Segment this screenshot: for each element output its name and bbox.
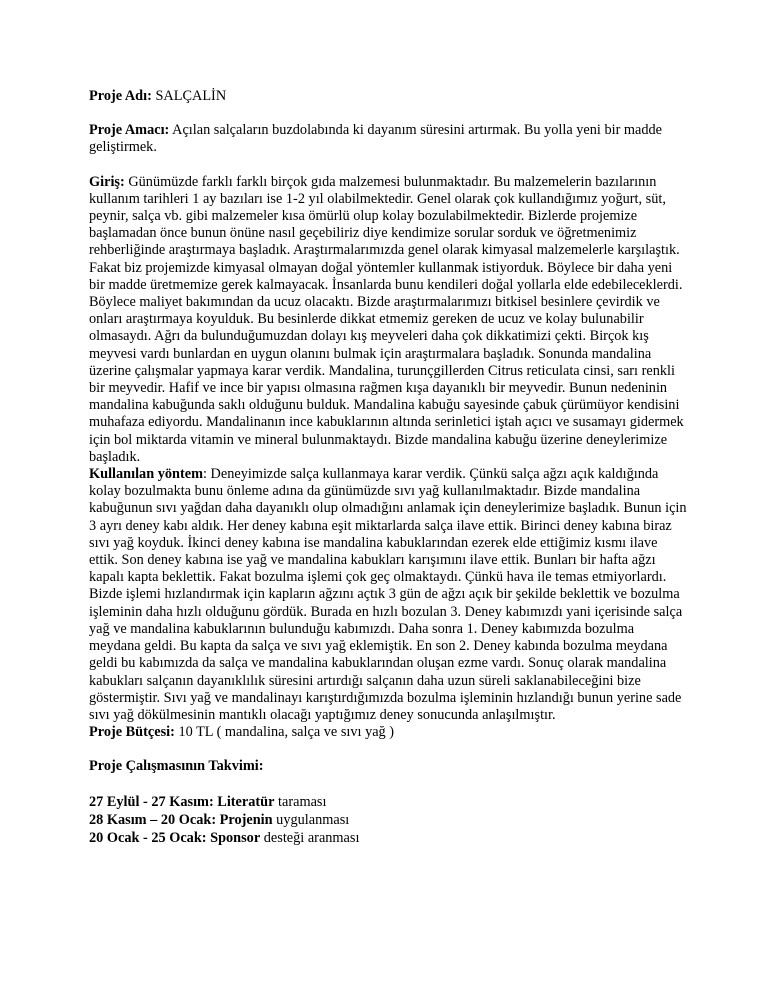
budget-line [89,724,687,741]
project-goal-paragraph [89,122,687,156]
intro-text: Günümüzde farklı farklı birçok gıda malzemesi bulunmaktadır. Bu malzemelerin bazılarının kullanım tarihleri 1 ay bazıları ise 1-2 yıl olabilmektedir. Genel olarak çok kullandığımız yoğurt, süt, peynir, salça vb. gibi malzemeler kısa ömürlü olup kolay bozulabilmektedir. Bizlerde projemize başlamadan önce bunun önüne nasıl geçebiliriz diye kendimize sorular sorduk ve öğretmenimiz rehberliğinde araştırmaya başladık. Araştırmalarımızda genel olarak kimyasal malzemelerle karşılaştık. Fakat biz projemizde kimyasal olmayan doğal yöntemler kullanmak istiyorduk. Böylece bir daha yeni bir madde üretmemize gerek kalmayacak. İnsanlarda bunu kendileri doğal yollarla elde edebileceklerdi. Böylece maliyet bakımından da ucuz olacaktı. Bizde araştırmalarımızı bitkisel besinlere çevirdik ve onları araştırmaya koyulduk. Bu besinlerde dikkat etmemiz gereken de ucuz ve kolay bulunabilir olmasaydı. Ağrı da bulunduğumuzdan dolayı kış meyveleri daha çok dikkatimizi çekti. Birçok kış meyvesi vardı bunlardan en uygun olanını bulmak için araştırmalara başladık. Sonunda mandalina üzerine çalışmalar yapmaya karar verdik. Mandalina, turunçgillerden Citrus reticulata cinsi, sarı renkli bir meyvedir. Hafif ve ince bir yapısı olmasına rağmen kışa dayanıklı bir meyvedir. Bunun nedeninin mandalina kabuğunda saklı olduğunu bulduk. Mandalina kabuğu sayesinde çabuk çürümüyor kendisini muhafaza ediyordu. Mandalinanın ince kabuklarının altında serinletici iştah açıcı ve susamayı gidermek için bol miktarda vitamin ve mineral bulunmaktaydı. Bizde mandalina kabuğu üzerine deneylerimize başladık. [89,173,684,465]
schedule-item-label: 28 Kasım – 20 Ocak: Projenin [89,811,273,828]
budget-label: Proje Bütçesi: [89,724,175,741]
schedule-item-value: taraması [274,793,327,810]
method-paragraph [89,466,687,724]
project-goal-text: Açılan salçaların buzdolabında ki dayanım süresini artırmak. Bu yolla yeni bir madde geliştirmek. [89,122,663,156]
schedule-list [89,793,687,847]
schedule-title: Proje Çalışmasının Takvimi: [89,758,264,775]
method-label: Kullanılan yöntem [89,466,203,483]
intro-label: Giriş: [89,173,125,190]
project-name-value: SALÇALİN [151,88,227,104]
schedule-item-label: 20 Ocak - 25 Ocak: Sponsor [89,829,261,846]
schedule-item [89,793,687,811]
schedule-item [89,811,687,829]
schedule-item-value: desteği aranması [260,829,360,846]
document-page [89,88,687,847]
intro-paragraph [89,174,687,466]
schedule-item-label: 27 Eylül - 27 Kasım: Literatür [89,793,275,810]
schedule-item [89,829,687,847]
method-text: : Deneyimizde salça kullanmaya karar verdik. Çünkü salça ağzı açık kaldığında kolay bozulmakta bunu önleme adına da günümüzde sıvı yağ kullanılmaktadır. Bizde mandalina kabuğunun sıvı yağdan daha dayanıklı olup olmadığını anlamak için deneylerimize başladık. Bunun için 3 ayrı deney kabı aldık. Her deney kabına eşit miktarlarda salça ilave ettik. Birinci deney kabına biraz sıvı yağ koyduk. İkinci deney kabına ise mandalina kabuklarından ezerek elde ettiğimiz kısmı ilave ettik. Son deney kabına ise yağ ve mandalina kabukları karışımını ilave ettik. Bunları bir hafta ağzı kapalı kapta beklettik. Fakat bozulma işlemi çok geç olmaktaydı. Çünkü hava ile temas etmiyorlardı. Bizde işlemi hızlandırmak için kapların ağzını açtık 3 gün de ağzı açık bir şekilde beklettik ve bozulma işleminin daha hızlı olduğunu gördük. Burada en hızlı bozulan 3. Deney kabımızdı yani içerisinde salça yağ ve mandalina kabuklarının bulunduğu kabımızdı. Daha sonra 1. Deney kabımızda bozulma meydana geldi. Bu kapta da salça ve sıvı yağ eklemiştik. En son 2. Deney kabında bozulma meydana geldi bu kabımızda da salça ve mandalina kabuklarından oluşan ezme vardı. Sonuç olarak mandalina kabukları salçanın dayanıklılık süresini artırdığı salçanın daha uzun süreli saklanabileceğini bize göstermiştir. Sıvı yağ ve mandalinayı karıştırdığımızda bozulma işleminin hızlandığı bunun yerine sade sıvı yağ dökülmesinin mantıklı olacağı yaptığımız deney sonucunda anlaşılmıştır. [89,466,687,723]
budget-value: 10 TL ( mandalina, salça ve sıvı yağ ) [174,724,395,741]
project-name-label: Proje Adı: [89,88,152,104]
project-name-line [89,88,687,105]
project-goal-label: Proje Amacı: [89,122,170,139]
schedule-item-value: uygulanması [272,811,350,828]
